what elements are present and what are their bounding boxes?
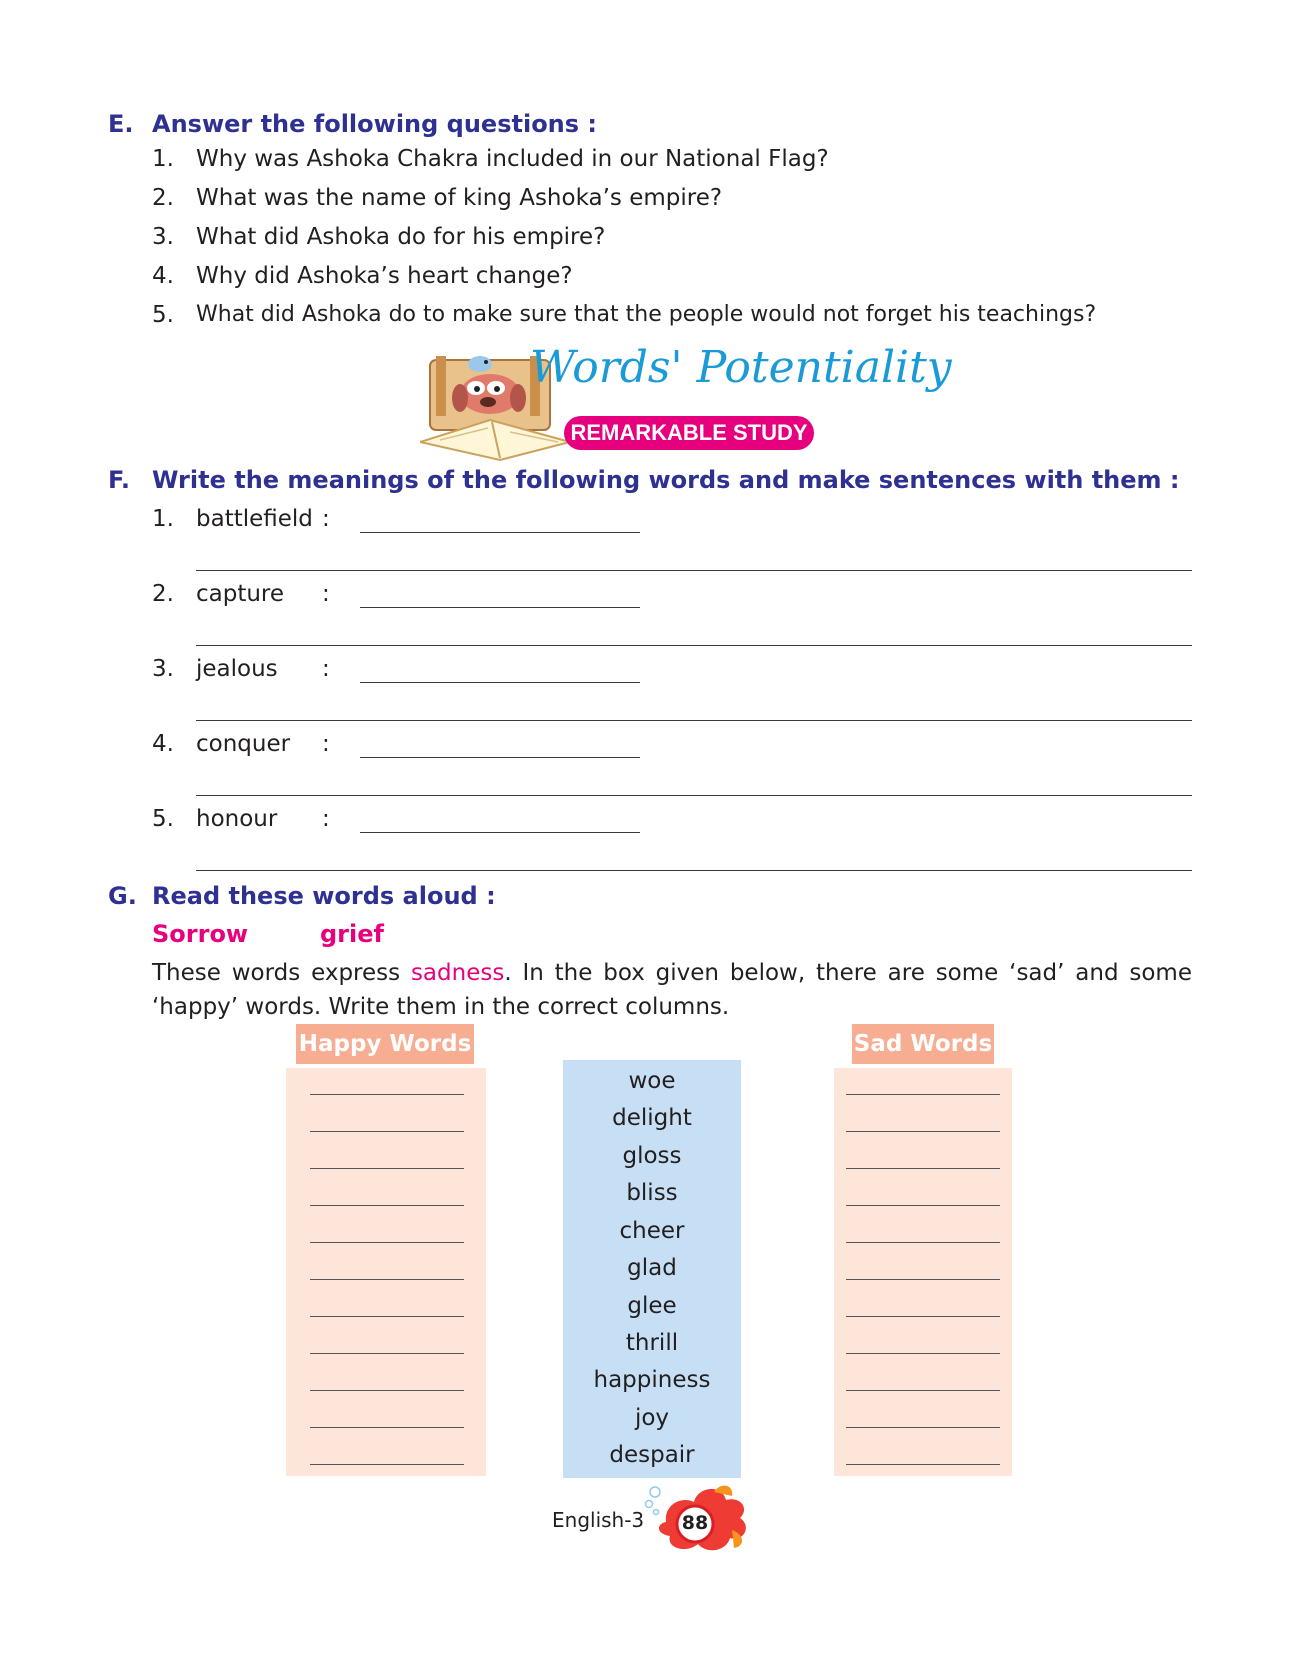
section-f-letter: F. <box>108 466 130 494</box>
example-word-sorrow: Sorrow <box>152 920 249 948</box>
question-number: 5. <box>152 302 174 328</box>
sentence-blank[interactable] <box>196 645 1192 646</box>
answer-line[interactable] <box>846 1464 1000 1465</box>
meaning-blank[interactable] <box>360 757 640 758</box>
section-e-title: Answer the following questions : <box>152 110 598 138</box>
section-e-letter: E. <box>108 110 134 138</box>
sad-words-header: Sad Words <box>852 1024 994 1064</box>
answer-line[interactable] <box>310 1131 464 1132</box>
answer-line[interactable] <box>846 1279 1000 1280</box>
section-f-title: Write the meanings of the following words and make sentences with them : <box>152 466 1180 494</box>
answer-line[interactable] <box>310 1353 464 1354</box>
sentence-blank[interactable] <box>196 795 1192 796</box>
sentence-blank[interactable] <box>196 720 1192 721</box>
word-colon: : <box>322 731 330 757</box>
answer-line[interactable] <box>310 1427 464 1428</box>
answer-line[interactable] <box>310 1168 464 1169</box>
page-number-splash <box>636 1478 756 1558</box>
question-text: Why did Ashoka’s heart change? <box>196 263 573 289</box>
word-bank-item: glee <box>627 1293 677 1319</box>
vocab-word: conquer <box>196 731 291 757</box>
section-g-title: Read these words aloud : <box>152 882 496 910</box>
word-bank-item: woe <box>628 1068 676 1094</box>
word-number: 5. <box>152 806 174 832</box>
answer-line[interactable] <box>846 1353 1000 1354</box>
sad-words-column[interactable] <box>834 1068 1012 1476</box>
answer-line[interactable] <box>846 1094 1000 1095</box>
word-colon: : <box>322 506 330 532</box>
instruction-text: These words express <box>152 960 411 986</box>
word-number: 4. <box>152 731 174 757</box>
answer-line[interactable] <box>846 1168 1000 1169</box>
answer-line[interactable] <box>310 1464 464 1465</box>
meaning-blank[interactable] <box>360 532 640 533</box>
vocab-word: honour <box>196 806 278 832</box>
vocab-word: jealous <box>196 656 278 682</box>
question-number: 3. <box>152 224 174 250</box>
answer-line[interactable] <box>310 1316 464 1317</box>
page-number: 88 <box>681 1512 709 1534</box>
question-text: What was the name of king Ashoka’s empire? <box>196 185 723 211</box>
question-text: What did Ashoka do for his empire? <box>196 224 606 250</box>
instruction-text: . In the box given below, there are some ‘sad’ and some ‘happy’ words. Write them in the correct columns. <box>152 960 1192 1020</box>
word-number: 1. <box>152 506 174 532</box>
answer-line[interactable] <box>310 1279 464 1280</box>
answer-line[interactable] <box>310 1205 464 1206</box>
word-number: 2. <box>152 581 174 607</box>
word-colon: : <box>322 581 330 607</box>
word-colon: : <box>322 806 330 832</box>
footer-book-title: English-3 <box>552 1508 645 1532</box>
meaning-blank[interactable] <box>360 607 640 608</box>
highlight-word-sadness: sadness <box>410 960 505 986</box>
word-bank-item: gloss <box>622 1143 682 1169</box>
vocab-word: battlefield <box>196 506 313 532</box>
question-number: 2. <box>152 185 174 211</box>
section-g-letter: G. <box>108 882 137 910</box>
question-number: 4. <box>152 263 174 289</box>
answer-line[interactable] <box>310 1242 464 1243</box>
meaning-blank[interactable] <box>360 832 640 833</box>
happy-words-column[interactable] <box>286 1068 486 1476</box>
word-bank-item: thrill <box>625 1330 679 1356</box>
answer-line[interactable] <box>846 1390 1000 1391</box>
answer-line[interactable] <box>846 1242 1000 1243</box>
example-word-grief: grief <box>320 920 384 948</box>
answer-line[interactable] <box>846 1131 1000 1132</box>
word-bank-item: cheer <box>619 1218 685 1244</box>
answer-line[interactable] <box>846 1427 1000 1428</box>
answer-line[interactable] <box>310 1094 464 1095</box>
meaning-blank[interactable] <box>360 682 640 683</box>
question-text: Why was Ashoka Chakra included in our National Flag? <box>196 146 829 172</box>
question-number: 1. <box>152 146 174 172</box>
word-bank-item: delight <box>612 1105 692 1131</box>
sentence-blank[interactable] <box>196 570 1192 571</box>
word-bank-item: happiness <box>593 1367 711 1393</box>
word-bank-item: glad <box>627 1255 677 1281</box>
question-text: What did Ashoka do to make sure that the people would not forget his teachings? <box>196 302 1097 327</box>
instruction-paragraph <box>152 956 1192 1024</box>
happy-words-header: Happy Words <box>296 1024 474 1064</box>
word-bank-item: joy <box>634 1405 670 1431</box>
word-bank-box <box>563 1060 741 1478</box>
word-number: 3. <box>152 656 174 682</box>
answer-line[interactable] <box>846 1316 1000 1317</box>
sentence-blank[interactable] <box>196 870 1192 871</box>
word-bank-item: bliss <box>626 1180 678 1206</box>
banner-title: Words' Potentiality <box>530 342 952 393</box>
word-colon: : <box>322 656 330 682</box>
answer-line[interactable] <box>846 1205 1000 1206</box>
banner-subtitle: REMARKABLE STUDY <box>564 416 814 450</box>
word-bank-item: despair <box>609 1442 695 1468</box>
answer-line[interactable] <box>310 1390 464 1391</box>
vocab-word: capture <box>196 581 285 607</box>
